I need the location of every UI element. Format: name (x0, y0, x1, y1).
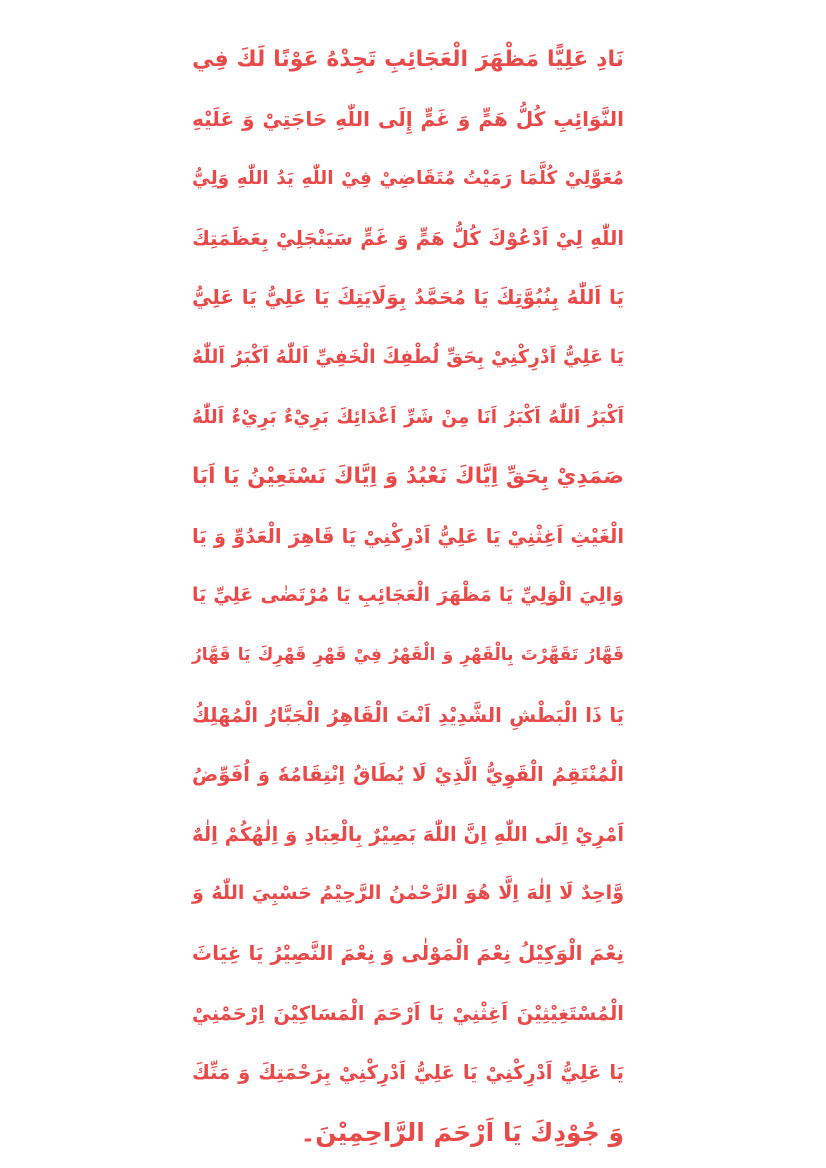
text-line: نَادِ عَلِيًّا مَظْهَرَ الْعَجَائِبِ تَجِدْهُ عَوْنًا لَكَ فِي (192, 47, 624, 72)
text-line: اَكْبَرُ اَللّٰهُ اَكْبَرُ اَنَا مِنْ شَرِّ اَعْدَائِكَ بَرِيْءٌ بَرِيْءٌ اَللّٰهُ (192, 406, 624, 428)
text-line: اَمْرِيْ اِلَى اللّٰهِ اِنَّ اللّٰهَ بَصِيْرٌ بِالْعِبَادِ وَ اِلٰهُكُمْ اِلٰهٌ (192, 822, 624, 846)
text-line: النَّوَائِبِ كُلُّ هَمٍّ وَ غَمٍّ إِلَى اللّٰهِ حَاجَتِيْ وَ عَلَيْهِ (192, 106, 624, 131)
text-line: وَالِيَ الْوَلِيِّ يَا مَظْهَرَ الْعَجَائِبِ يَا مُرْتَضٰى عَلِيِّ يَا (192, 584, 624, 607)
text-line: الْغَيْثِ اَغِثْنِيْ يَا عَلِيُّ اَدْرِكْنِيْ يَا قَاهِرَ الْعَدُوِّ وَ يَا (192, 524, 624, 548)
text-line: نِعْمَ الْوَكِيْلُ نِعْمَ الْمَوْلٰى وَ نِعْمَ النَّصِيْرُ يَا غِيَاثَ (192, 940, 624, 965)
text-line: الْمُنْتَقِمُ الْقَوِيُّ الَّذِيْ لَا يُطَاقُ اِنْتِقَامُهٗ وَ اُفَوِّضُ (192, 763, 624, 787)
arabic-prayer-text (192, 30, 624, 1162)
text-line: صَمَدِيْ بِحَقِّ اِيَّاكَ نَعْبُدُ وَ اِيَّاكَ نَسْتَعِيْنُ يَا اَبَا (192, 464, 624, 490)
text-line: يَا عَلِيُّ اَدْرِكْنِيْ بِحَقِّ لُطْفِكَ الْخَفِيِّ اَللّٰهُ اَكْبَرُ اَللّٰهُ (192, 345, 624, 368)
text-line: وَّاحِدٌ لَا اِلٰهَ اِلَّا هُوَ الرَّحْمٰنُ الرَّحِيْمُ حَسْبِيَ اللّٰهُ وَ (192, 882, 624, 905)
text-line: يَا عَلِيُّ اَدْرِكْنِيْ يَا عَلِيُّ اَدْرِكْنِيْ بِرَحْمَتِكَ وَ مَنِّكَ (192, 1061, 624, 1085)
text-line: يَا ذَا الْبَطْشِ الشَّدِيْدِ اَنْتَ الْقَاهِرُ الْجَبَّارُ الْمُهْلِكُ (192, 703, 624, 727)
text-line: الْمُسْتَغِيْثِيْنَ اَغِثْنِيْ يَا اَرْحَمَ الْمَسَاكِيْنَ اِرْحَمْنِيْ (192, 1001, 624, 1025)
text-line: قَهَّارُ تَقَهَّرْتَ بِالْقَهْرِ وَ الْقَهْرُ فِيْ قَهْرِ قَهْرِكَ يَا قَهَّارُ (192, 644, 624, 665)
text-line-final: وَ جُوْدِكَ يَا اَرْحَمَ الرَّاحِمِيْنَ۔ (300, 1117, 624, 1147)
text-line: اللّٰهِ لِيْ اَدْعُوْكَ كُلُّ هَمٍّ وَ غَمٍّ سَيَنْجَلِيْ بِعَظَمَتِكَ (192, 226, 624, 250)
text-line: مُعَوَّلِيْ كُلَّمَا رَمَيْتُ مُتَقَاضِيْ فِيْ اللّٰهِ يَدُ اللّٰهِ وَلِيُّ (192, 168, 624, 190)
text-line: يَا اَللّٰهُ بِنُبُوَّتِكَ يَا مُحَمَّدُ بِوَلَايَتِكَ يَا عَلِيُّ يَا عَلِيُّ (192, 285, 624, 310)
